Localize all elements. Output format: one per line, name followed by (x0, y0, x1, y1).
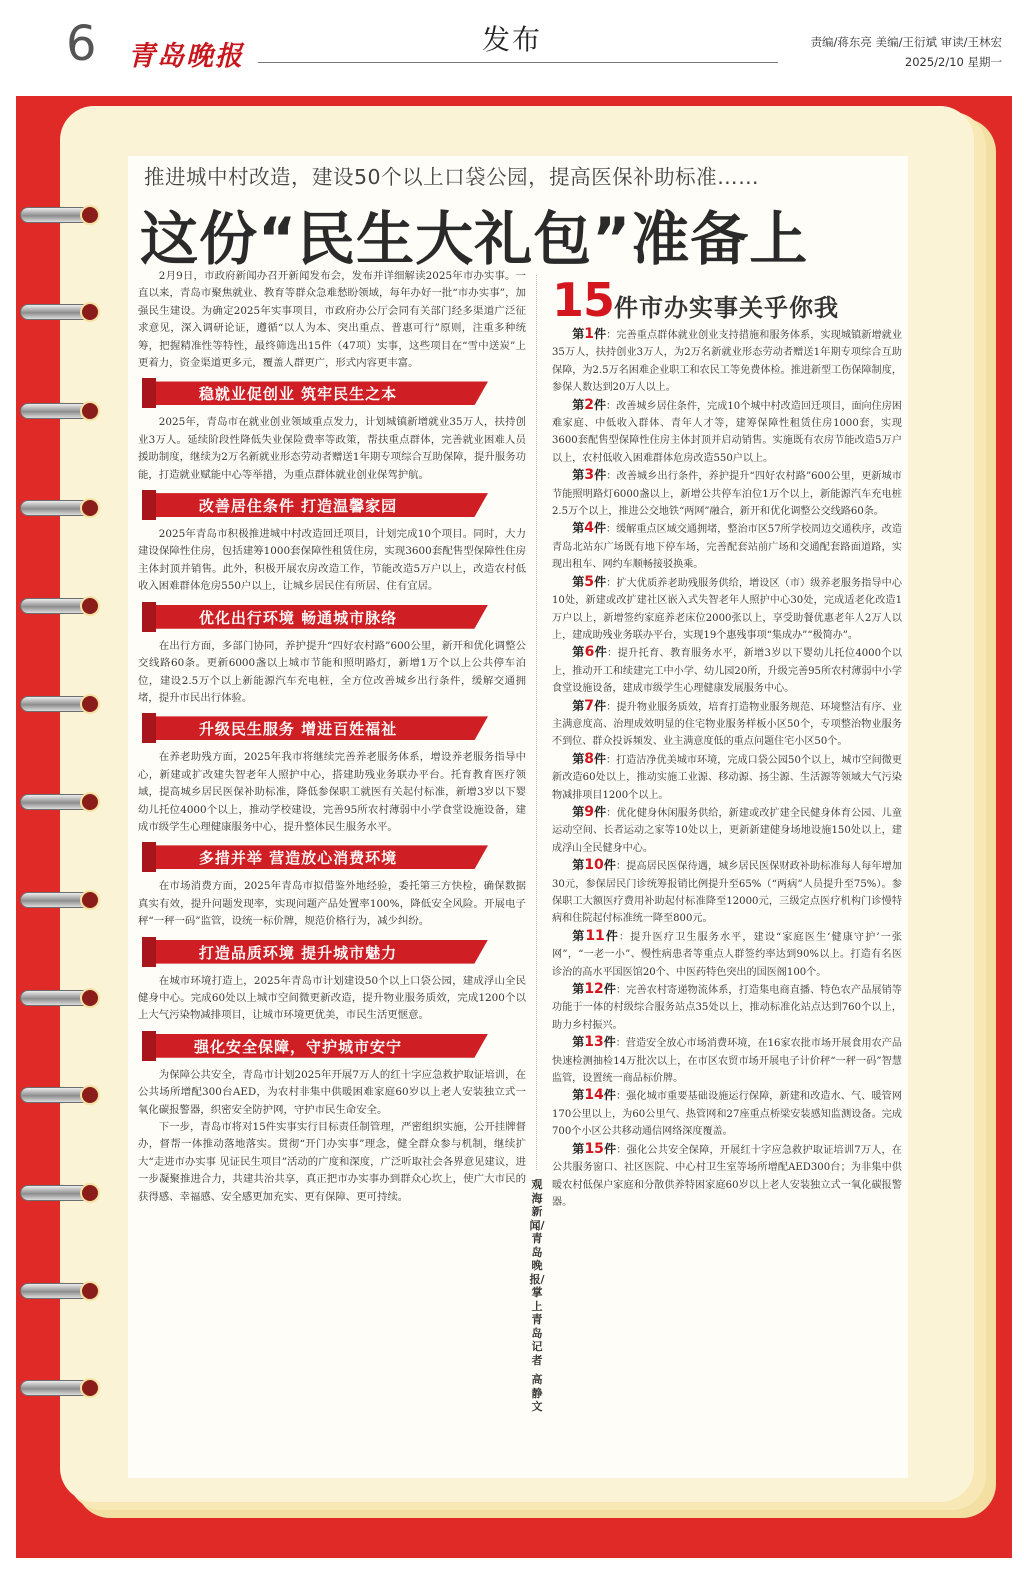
item-number: 3 (584, 467, 595, 484)
section-banner-text: 优化出行环境 畅通城市脉络 (198, 608, 398, 627)
page-number: 6 (66, 16, 97, 72)
item-text: ：完善重点群体就业创业支持措施和服务体系，实现城镇新增就业35万人，扶持创业3万人，为2万名新就业形态劳动者赠送1年期专项综合互助保障，为2.5万名困难企业职工和农民工等免费体检。推进新型工伤保障制度，参保人数达到20万人以上。 (552, 330, 902, 394)
binding-ring (20, 300, 102, 324)
item-suffix: 件 (593, 521, 607, 536)
section-title: 发布 (481, 23, 542, 56)
item-label (572, 982, 616, 996)
byline-author: 高静文 (531, 1373, 543, 1413)
binding-ring (20, 594, 102, 618)
item-text: ：改善城乡出行条件，养护提升“四好农村路”600公里，更新城市节能照明路灯6000盏以上，新增公共停车泊位1万个以上，新能源汽车充电桩2.5万个以上，推进公交地铁“两网”融合，新开和优化调整公交线路60条。 (552, 471, 902, 518)
list-title-number: 15 (552, 273, 615, 327)
item-number: 1 (584, 326, 595, 342)
item-suffix: 件 (603, 1141, 617, 1156)
item-label (572, 327, 606, 341)
item-number: 5 (584, 573, 595, 590)
item-text: ：打造洁净优美城市环境，完成口袋公园50个以上，城市空间微更新改造60处以上，推动实施工业源、移动源、扬尘源、生活源等领域大气污染物减排项目1200个以上。 (552, 754, 902, 801)
item-text: ：优化健身休闲服务供给，新建或改扩建全民健身体育公园、儿童运动空间、长者运动之家等10处以上，更新新建健身场地设施150处以上，建成浮山全民健身中心。 (552, 807, 902, 854)
section-banner (148, 381, 488, 405)
list-item (552, 1034, 902, 1087)
article-subheadline: 推进城中村改造，建设50个以上口袋公园，提高医保补助标准…… (144, 165, 760, 189)
list-item (552, 1141, 902, 1212)
binding-ring (20, 496, 102, 520)
item-prefix: 第 (572, 858, 585, 873)
list-item (552, 326, 902, 397)
item-text: ：扩大优质养老助残服务供给，增设区（市）级养老服务指导中心10处，新建或改扩建社区嵌入式失智老年人照护中心30处，完成适老化改造1万户以上，新增签约家庭养老床位2000张以上，享受助餐优惠老年人2万人以上，建成助残业务联办平台，实现19个惠残事项“集成办”“极简办”。 (552, 577, 902, 641)
ring-hole (80, 1378, 100, 1398)
ring-hole (80, 596, 100, 616)
section-banner (148, 716, 488, 740)
practical-matters-list (552, 326, 902, 1211)
ring-hole (80, 302, 100, 322)
item-suffix: 件 (604, 928, 620, 943)
editor-credits (811, 32, 1002, 72)
list-item (552, 857, 902, 928)
item-text: ：提升医疗卫生服务水平，建设“家庭医生‘健康守护’一张网”，“一老一小”、慢性病患者等重点人群签约率达到90%以上。打造有名医诊治的高水平国医馆20个、中医药特色突出的国医阁100个。 (552, 931, 902, 978)
list-item (552, 1087, 902, 1140)
item-number: 11 (585, 927, 605, 944)
list-item (552, 928, 902, 981)
item-suffix: 件 (603, 1035, 616, 1050)
left-column (138, 268, 526, 1206)
item-prefix: 第 (572, 698, 585, 713)
item-prefix: 第 (572, 468, 585, 483)
list-item (552, 981, 902, 1034)
list-title-text: 件市办实事关乎你我 (614, 294, 840, 322)
item-prefix: 第 (572, 982, 585, 997)
ring-hole (80, 792, 100, 812)
item-text: ：提升物业服务质效，培育打造物业服务规范、环境整洁有序、业主满意度高、治理成效明显的住宅物业服务样板小区50个，专项整治物业服务不到位、群众投诉频发、业主满意度低的重点问题住宅小区50个。 (552, 701, 902, 748)
ring-hole (80, 205, 100, 225)
section-paragraph: 为保障公共安全，青岛市计划2025年开展7万人的红十字应急救护取证培训，在公共场所增配300台AED，为农村非集中供暖困难家庭60岁以上老人安装独立式一氧化碳报警器，织密安全防护网，守护市民生命安全。 (138, 1068, 526, 1116)
binding-ring (20, 986, 102, 1010)
section-paragraph: 2025年，青岛市在就业创业领域重点发力，计划城镇新增就业35万人，扶持创业3万人。延续阶段性降低失业保险费率等政策，帮扶重点群体，完善就业困难人员援助制度，继续为2万名新就业形态劳动者赠送1年期专项综合互助保障，提升服务功能，打造就业赋能中心等举措，为重点群体就业创业保驾护航。 (138, 416, 526, 481)
intro-paragraph: 2月9日，市政府新闻办召开新闻发布会，发布并详细解读2025年市办实事。一直以来，青岛市聚焦就业、教育等群众急难愁盼领域，每年办好一批“市办实事”，加强民生建设。为确定2025年实事项目，市政府办公厅会同有关部门经多渠道广泛征求意见，深入调研论证，遵循“以人为本、突出重点、普惠可行”原则，注重多种统筹，把握精准性等特性，最终筛选出15件（47项）实事，这些项目在“雪中送炭”上更着力，资金渠道更多元，覆盖人群更广，形式内容更丰富。 (138, 270, 526, 370)
section-paragraph: 在养老助残方面，2025年我市将继续完善养老服务体系，增设养老服务指导中心，新建或扩改建失智老年人照护中心，搭建助残业务联办平台。托育教育医疗领域，提高城乡居民医保补助标准，降低参保职工就医有关起付标准，新增3岁以下婴幼儿托位4000个以上，推动学校建设，完善95所农村薄弱中小学食堂设施设备，建成市级学生心理健康服务中心，提升整体民生服务水平。 (138, 751, 526, 833)
ring-hole (80, 401, 100, 421)
item-label (572, 645, 607, 659)
article-headline: 这份“民生大礼包”准备上 (140, 205, 809, 273)
item-text: ：完善农村寄递物流体系，打造集电商直播、特色农产品展销等功能于一体的村级综合服务站点35处以上，推动标准化站点达到760个以上，助力乡村振兴。 (552, 985, 902, 1031)
section-banner-text: 升级民生服务 增进百姓福祉 (198, 720, 398, 739)
item-suffix: 件 (603, 858, 617, 873)
binding-ring (20, 399, 102, 423)
list-item (552, 574, 902, 645)
item-number: 8 (584, 750, 594, 767)
item-label (572, 752, 606, 766)
section-banner-text: 强化安全保障，守护城市安宁 (193, 1037, 402, 1056)
item-number: 15 (584, 1140, 604, 1157)
item-prefix: 第 (572, 327, 585, 341)
binding-ring (20, 1083, 102, 1107)
item-prefix: 第 (572, 1088, 585, 1103)
item-number: 6 (584, 644, 595, 661)
item-text: ：缓解重点区域交通拥堵，整治市区57所学校周边交通秩序，改造青岛北站东广场既有地下停车场，完善配套站前广场和交通配套路面道路，实现出租车、网约车顺畅接驳换乘。 (552, 524, 902, 571)
item-prefix: 第 (572, 1141, 585, 1156)
section-paragraph: 在出行方面，多部门协同，养护提升“四好农村路”600公里，新开和优化调整公交线路60条。更新6000盏以上城市节能和照明路灯，新增1万个以上公共停车泊位，建设2.5万个以上新能源汽车充电桩，全方位改善城乡出行条件，缓解交通拥堵，提升市民出行体验。 (138, 639, 526, 704)
item-number: 4 (584, 520, 594, 537)
section-banner-text: 改善居住条件 打造温馨家园 (198, 497, 398, 516)
item-text: ：营造安全放心市场消费环境，在16家农批市场开展食用农产品快速检测抽检14万批次以上，在市区农贸市场开展电子计价秤“一秤一码”智慧监管，设置统一商品标价牌。 (552, 1038, 902, 1085)
item-suffix: 件 (594, 468, 607, 483)
item-prefix: 第 (572, 751, 585, 766)
item-number: 12 (584, 981, 604, 998)
item-number: 7 (584, 697, 595, 714)
section-paragraph: 在城市环境打造上，2025年青岛市计划建设50个以上口袋公园，建成浮山全民健身中心。完成60处以上城市空间微更新改造，提升物业服务质效，完成1200个以上大气污染物减排项目，让城市环境更优美，市民生活更惬意。 (138, 974, 526, 1022)
column-divider (536, 275, 537, 1170)
item-text: ：提升托育、教育服务水平，新增3岁以下婴幼儿托位4000个以上，推动开工和续建完工中小学、幼儿园20所，升级完善95所农村薄弱中小学食堂设施设备，建成市级学生心理健康发展服务中心。 (552, 648, 902, 695)
list-item (552, 520, 902, 573)
item-number: 14 (584, 1087, 604, 1104)
item-text: ：改善城乡居住条件，完成10个城中村改造回迁项目，面向住房困难家庭、中低收入群体、青年人才等，建筹保障性租赁住房1000套，实现3600套配售型保障性住房主体封顶并启动销售。实施既有农房节能改造5万户以上，农村低收入困难群体危房改造550户以上。 (552, 400, 902, 464)
item-suffix: 件 (603, 982, 617, 997)
item-label (572, 1088, 616, 1102)
item-number: 13 (584, 1034, 604, 1051)
section-banner (148, 845, 488, 869)
item-prefix: 第 (572, 521, 585, 536)
list-item (552, 467, 902, 520)
item-suffix: 件 (594, 804, 607, 819)
list-item (552, 751, 902, 804)
item-prefix: 第 (572, 574, 585, 589)
ring-hole (80, 1281, 100, 1301)
item-prefix: 第 (572, 804, 585, 819)
section-banner (148, 493, 488, 517)
item-number: 9 (584, 803, 595, 820)
list-item (552, 698, 902, 751)
item-label (572, 1035, 616, 1049)
binding-ring (20, 790, 102, 814)
section-paragraph: 2025年青岛市积极推进城中村改造回迁项目，计划完成10个项目。同时，大力建设保障性住房，包括建筹1000套保障性租赁住房，实现3600套配售型保障性住房主体封顶并销售。此外，积极开展农房改造工作，节能改造5万户以上，改造农村低收入困难群体危房550户以上，让城乡居民住有所居、住有宜居。 (138, 528, 526, 593)
item-suffix: 件 (603, 1088, 617, 1103)
list-item (552, 397, 902, 468)
item-suffix: 件 (593, 397, 607, 412)
ring-hole (80, 988, 100, 1008)
item-label (572, 398, 606, 412)
section-banner-text: 打造品质环境 提升城市魅力 (198, 943, 398, 962)
closing-paragraph: 下一步，青岛市将对15件实事实行目标责任制管理，严密组织实施，公开挂牌督办，督帮一体推动落地落实。贯彻“开门办实事”理念，健全群众参与机制，继续扩大“走进市办实事 见证民生项目”活动的广度和深度，广泛听取社会各界意见建议，进一步凝聚推进合力，共建共治共享，真正把市办实事办到群众心坎上，使广大市民的获得感、幸福感、安全感更加充实、更有保障、更可持续。 (138, 1121, 526, 1203)
item-prefix: 第 (572, 928, 586, 943)
section-banner-text: 多措并举 营造放心消费环境 (198, 849, 398, 868)
binding-ring (20, 692, 102, 716)
item-label (572, 575, 606, 589)
binding-ring (20, 888, 102, 912)
list-title (552, 274, 902, 326)
section-banner (148, 1034, 488, 1058)
binding-ring (20, 1181, 102, 1205)
section-paragraph: 在市场消费方面，2025年青岛市拟借鉴外地经验，委托第三方快检，确保数据真实有效，提升问题发现率，实现问题产品处置率100%，降低安全风险。开展电子秤“一秤一码”监管，设统一标价牌，规范价格行为，减少纠纷。 (138, 880, 526, 928)
article-sections (138, 381, 526, 1119)
ring-hole (80, 1183, 100, 1203)
byline-source: 观海新闻/青岛晚报/掌上青岛 记者 (529, 1178, 545, 1367)
item-text: ：强化公共安全保障，开展红十字应急救护取证培训7万人，在公共服务窗口、社区医院、中心村卫生室等场所增配AED300台；为非集中供暖农村低保户家庭和分散供养特困家庭60岁以上老人安装独立式一氧化碳报警器。 (552, 1144, 902, 1208)
item-number: 2 (584, 396, 594, 413)
section-banner-text: 稳就业促创业 筑牢民生之本 (198, 385, 398, 404)
item-prefix: 第 (572, 645, 585, 660)
item-label (572, 468, 606, 482)
newspaper-logo: 青岛晚报 (128, 41, 244, 72)
right-column (552, 274, 902, 1211)
credits-date: 2025/2/10 星期一 (904, 55, 1002, 69)
item-suffix: 件 (593, 751, 607, 766)
item-number: 10 (584, 857, 604, 874)
section-banner (148, 940, 488, 964)
item-suffix: 件 (594, 574, 607, 589)
binding-ring (20, 203, 102, 227)
ring-hole (80, 498, 100, 518)
item-label (572, 929, 619, 943)
credits-editors: 责编/蒋东亮 美编/王衍斌 审读/王林宏 (810, 35, 1002, 49)
item-label (572, 858, 616, 872)
item-suffix: 件 (594, 327, 607, 341)
masthead-rule (258, 62, 778, 63)
item-suffix: 件 (594, 698, 607, 713)
item-prefix: 第 (572, 397, 585, 412)
item-text: ：强化城市重要基础设施运行保障，新建和改造水、气、暖管网170公里以上，为60公里气、热管网和27座重点桥梁安装感知监测设备。完成700个小区公共移动通信网络深度覆盖。 (552, 1091, 902, 1138)
item-label (572, 521, 606, 535)
item-text: ：提高居民医保待遇，城乡居民医保财政补助标准每人每年增加30元，参保居民门诊统筹报销比例提升至65%（“两病”人员提升至75%）。参保职工大额医疗费用补助起付标准降至12000元，三级定点医疗机构门诊慢特病和住院起付标准统一降至800元。 (552, 861, 902, 925)
item-prefix: 第 (572, 1035, 585, 1050)
list-item (552, 804, 902, 857)
binding-ring (20, 1279, 102, 1303)
ring-hole (80, 890, 100, 910)
item-label (572, 805, 606, 819)
section-banner (148, 605, 488, 629)
item-label (572, 699, 606, 713)
item-suffix: 件 (594, 645, 608, 660)
ring-hole (80, 1085, 100, 1105)
binding-ring (20, 1376, 102, 1400)
ring-hole (80, 694, 100, 714)
list-item (552, 644, 902, 697)
item-label (572, 1142, 616, 1156)
byline (528, 1178, 546, 1414)
